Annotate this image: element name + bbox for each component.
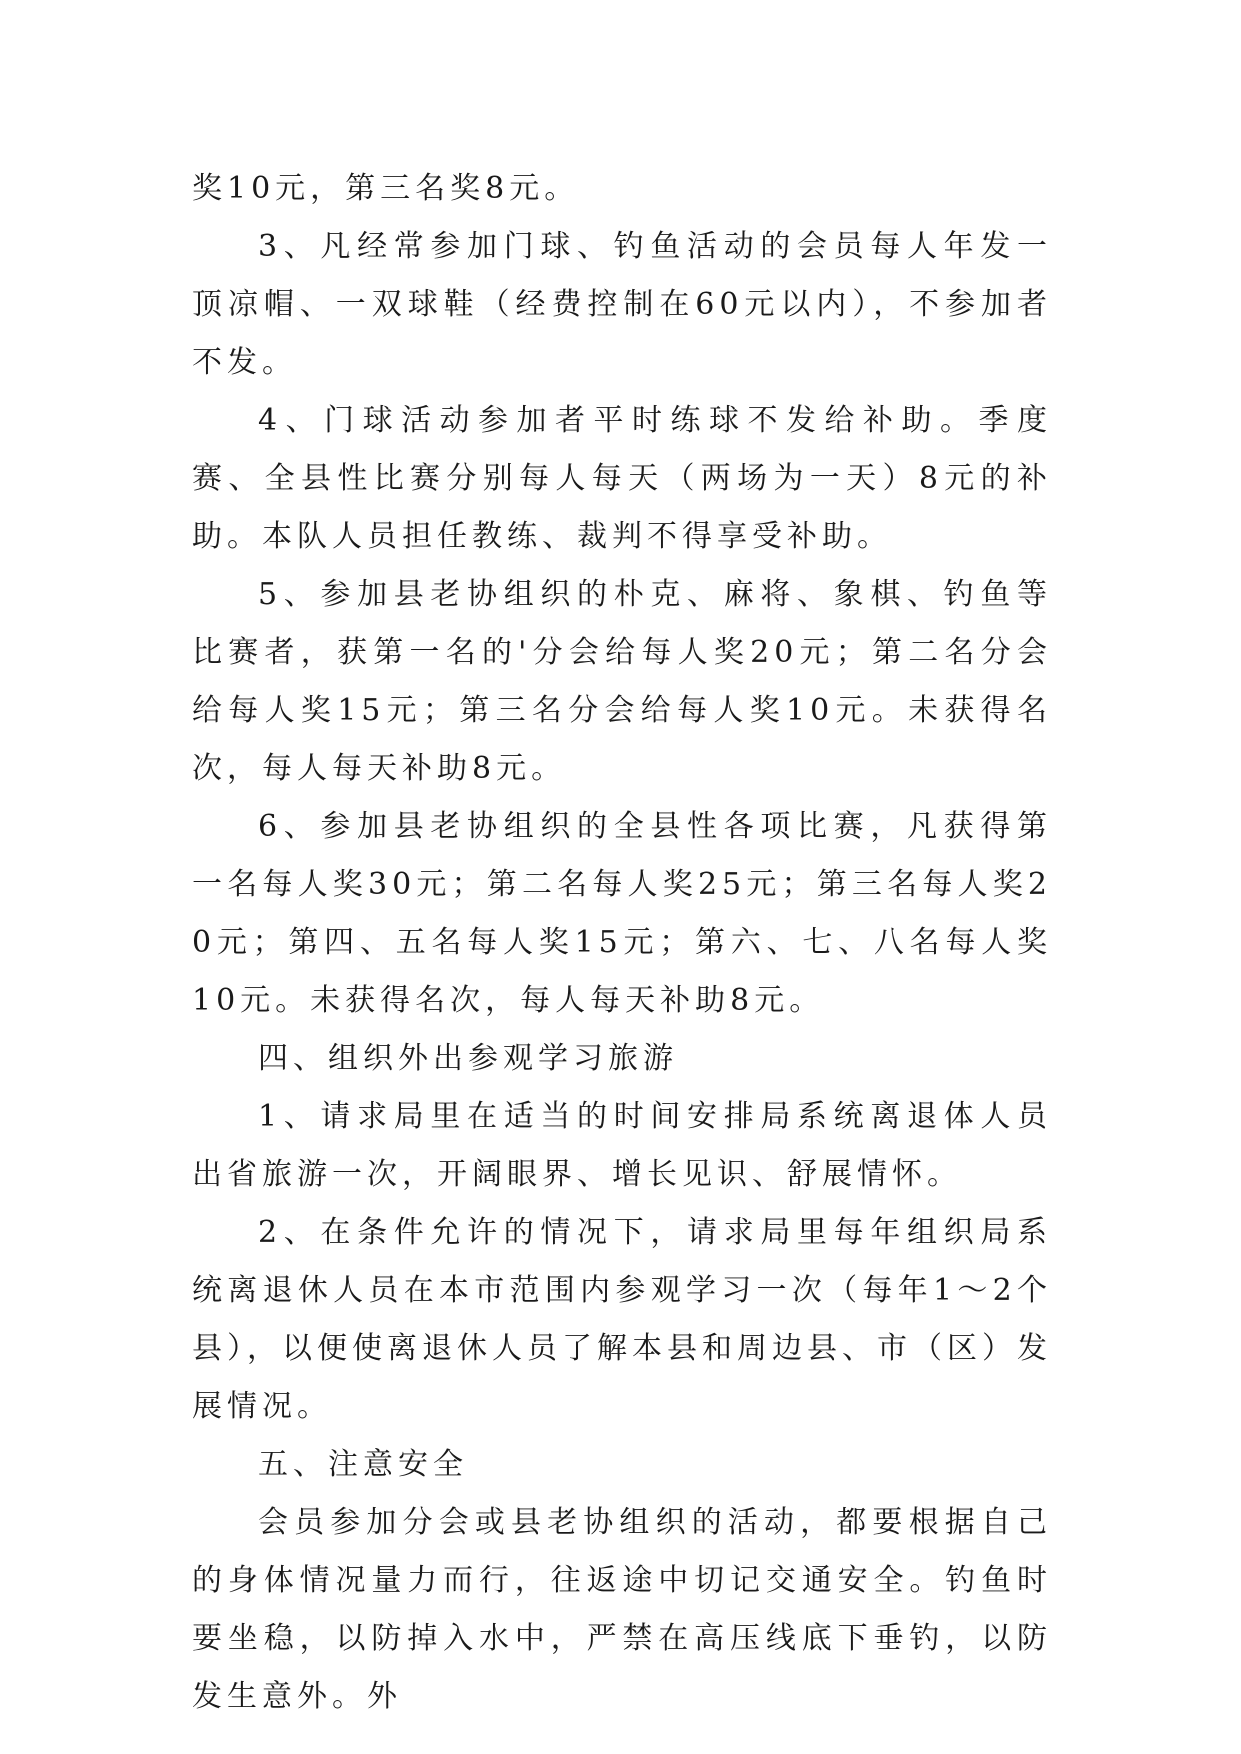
paragraph-travel-item-2: 2、在条件允许的情况下，请求局里每年组织局系统离退休人员在本市范围内参观学习一次（每年1～2个县），以便使离退休人员了解本县和周边县、市（区）发展情况。 <box>192 1215 1052 1424</box>
paragraph-item-3-gear: 3、凡经常参加门球、钓鱼活动的会员每人年发一顶凉帽、一双球鞋（经费控制在60元以内），不参加者不发。 <box>192 229 1052 380</box>
section-heading-4: 四、组织外出参观学习旅游 <box>258 1041 678 1076</box>
document-body <box>192 160 1052 1726</box>
section-heading-5: 五、注意安全 <box>258 1447 468 1482</box>
paragraph-safety: 会员参加分会或县老协组织的活动，都要根据自己的身体情况量力而行，往返途中切记交通安全。钓鱼时要坐稳，以防掉入水中，严禁在高压线底下垂钓，以防发生意外。外 <box>192 1505 1052 1714</box>
paragraph-item-5-competition-prizes: 5、参加县老协组织的朴克、麻将、象棋、钓鱼等比赛者，获第一名的'分会给每人奖20元；第二名分会给每人奖15元；第三名分会给每人奖10元。未获得名次，每人每天补助8元。 <box>192 577 1052 786</box>
paragraph-item-4-gateball-subsidy: 4、门球活动参加者平时练球不发给补助。季度赛、全县性比赛分别每人每天（两场为一天）8元的补助。本队人员担任教练、裁判不得享受补助。 <box>192 403 1052 554</box>
paragraph-prize-continued: 奖10元，第三名奖8元。 <box>192 171 580 206</box>
paragraph-travel-item-1: 1、请求局里在适当的时间安排局系统离退体人员出省旅游一次，开阔眼界、增长见识、舒展情怀。 <box>192 1099 1052 1192</box>
paragraph-item-6-county-prizes: 6、参加县老协组织的全县性各项比赛，凡获得第一名每人奖30元；第二名每人奖25元；第三名每人奖20元；第四、五名每人奖15元；第六、七、八名每人奖10元。未获得名次，每人每天补助8元。 <box>192 809 1052 1018</box>
